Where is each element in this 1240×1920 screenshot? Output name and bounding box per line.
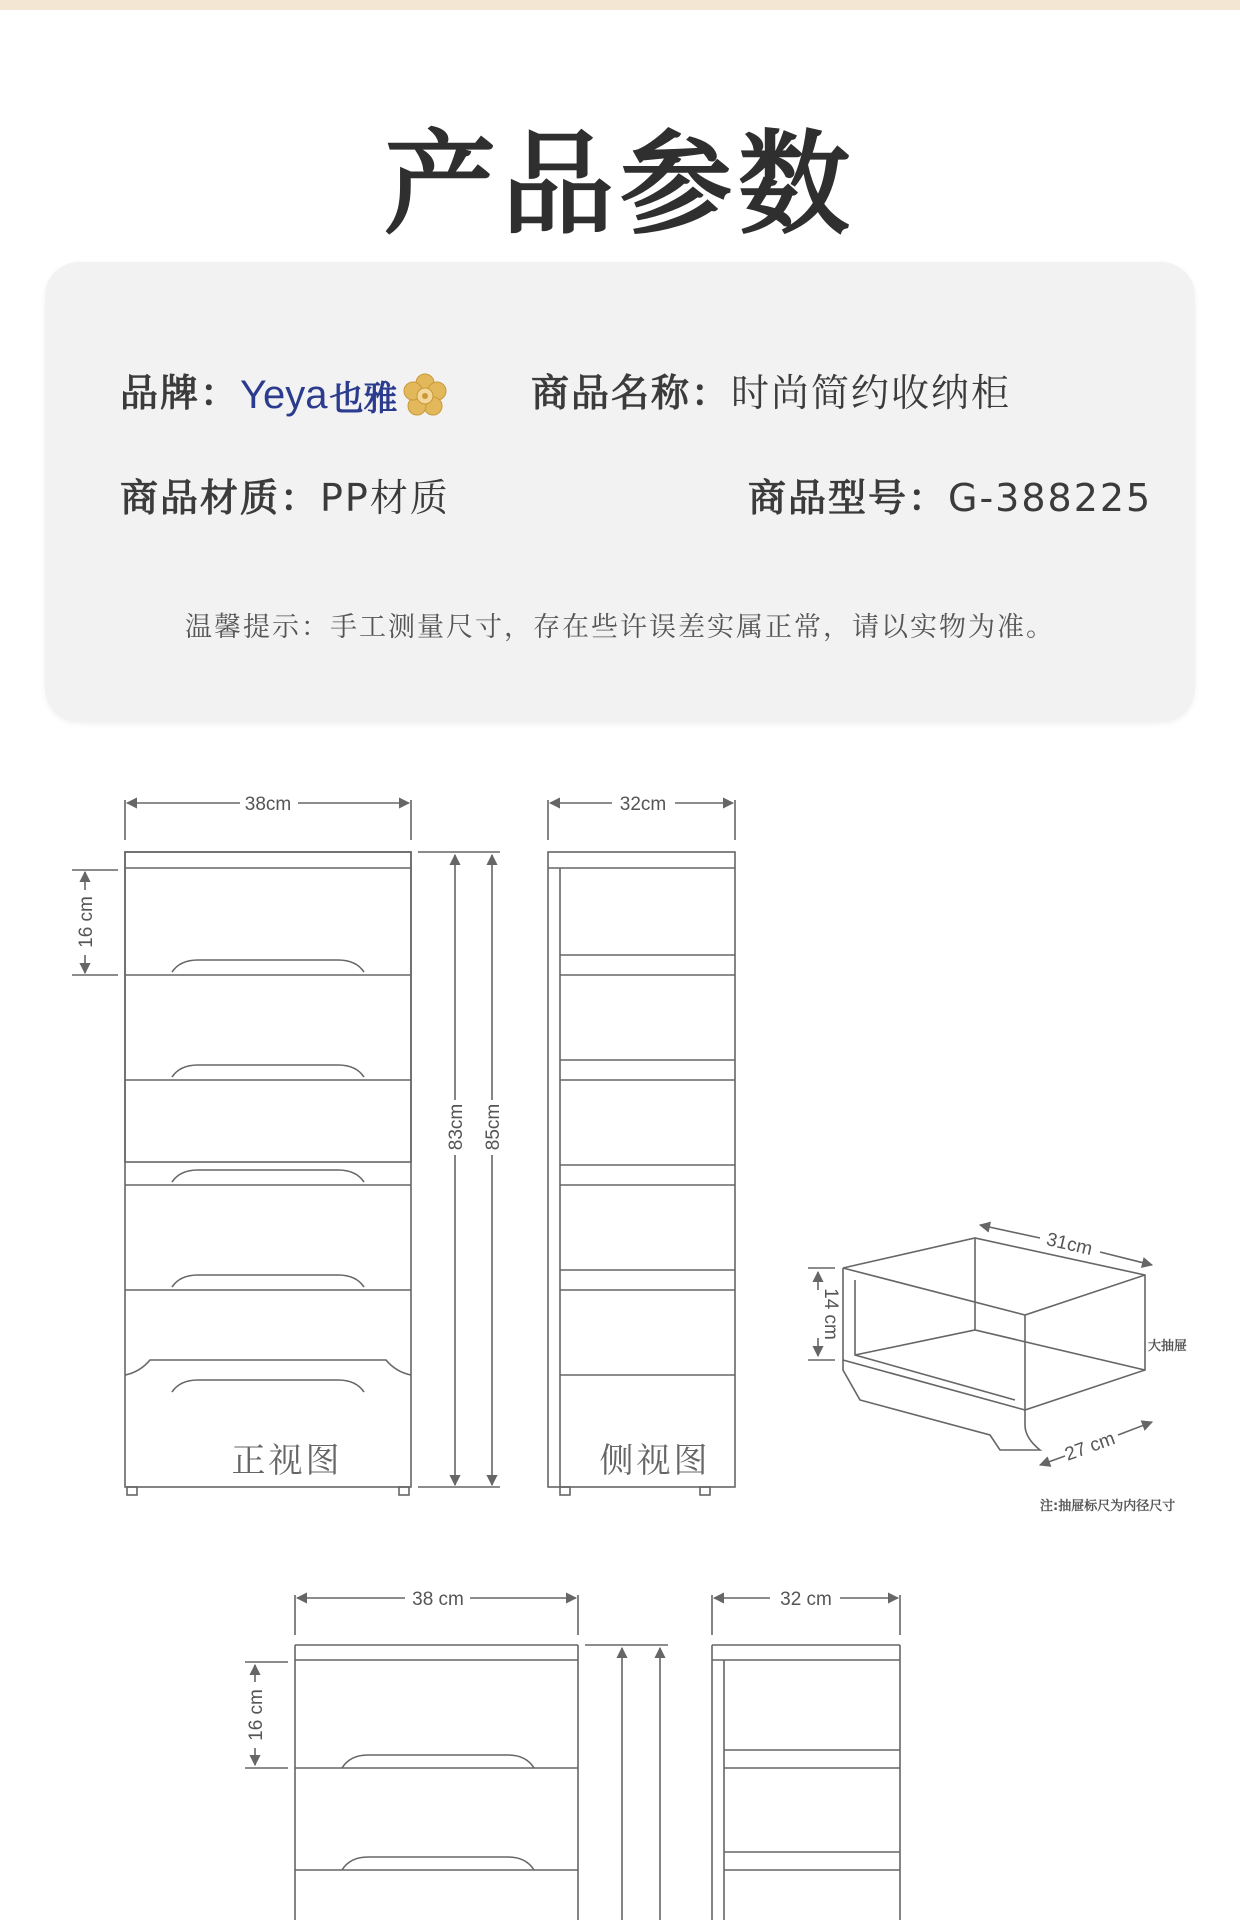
total-height-label: 85cm: [483, 1103, 504, 1151]
name-row: [531, 362, 1011, 417]
side-view-1: [548, 800, 735, 1495]
drawer-depth-label: 27 cm: [1062, 1428, 1119, 1466]
brand-label: 品牌：: [120, 371, 241, 415]
front-view-2: [245, 1595, 668, 1920]
drawer-height-detail-label: 14 cm: [820, 1288, 841, 1340]
measurement-tip: 温馨提示：手工测量尺寸，存在些许误差实属正常，请以实物为准。: [185, 612, 1055, 643]
brand-logo: [240, 371, 448, 420]
dimension-drawings: [0, 760, 1240, 1920]
model-value: G-388225: [948, 476, 1153, 520]
side-depth-label: 32cm: [619, 794, 667, 815]
name-label: 商品名称：: [531, 371, 732, 415]
front-width-label-2: 38 cm: [412, 1589, 464, 1610]
flower-logo-icon: [402, 373, 448, 419]
drawer-height-label-2: 16 cm: [246, 1689, 267, 1741]
drawer-measure-note: 注:抽屉标尺为内径尺寸: [1040, 1499, 1176, 1514]
model-row: [748, 467, 1152, 522]
top-color-strip: [0, 0, 1240, 10]
front-view-caption: 正视图: [231, 1441, 343, 1481]
front-width-label: 38cm: [244, 794, 292, 815]
brand-row: [120, 362, 448, 420]
drawer-width-label: 31cm: [1044, 1229, 1095, 1261]
brand-logo-cn: 也雅: [329, 379, 398, 419]
material-label: 商品材质：: [120, 476, 321, 520]
side-depth-label-2: 32 cm: [780, 1589, 832, 1610]
drawer-height-label: 16 cm: [76, 896, 97, 948]
brand-logo-latin: Yeya: [240, 373, 328, 417]
side-view-2: [712, 1595, 900, 1920]
front-view-1: [72, 800, 500, 1495]
model-label: 商品型号：: [748, 476, 949, 520]
page-title: 产品参数: [384, 120, 856, 250]
material-row: [120, 467, 450, 522]
spec-card: [45, 262, 1195, 722]
inner-height-label: 83cm: [446, 1103, 467, 1151]
material-value: PP材质: [320, 476, 450, 520]
drawer-detail-drawing: [808, 1225, 1152, 1465]
side-view-caption: 侧视图: [599, 1441, 711, 1481]
large-drawer-label: 大抽屉: [1148, 1339, 1188, 1354]
name-value: 时尚简约收纳柜: [731, 371, 1012, 415]
